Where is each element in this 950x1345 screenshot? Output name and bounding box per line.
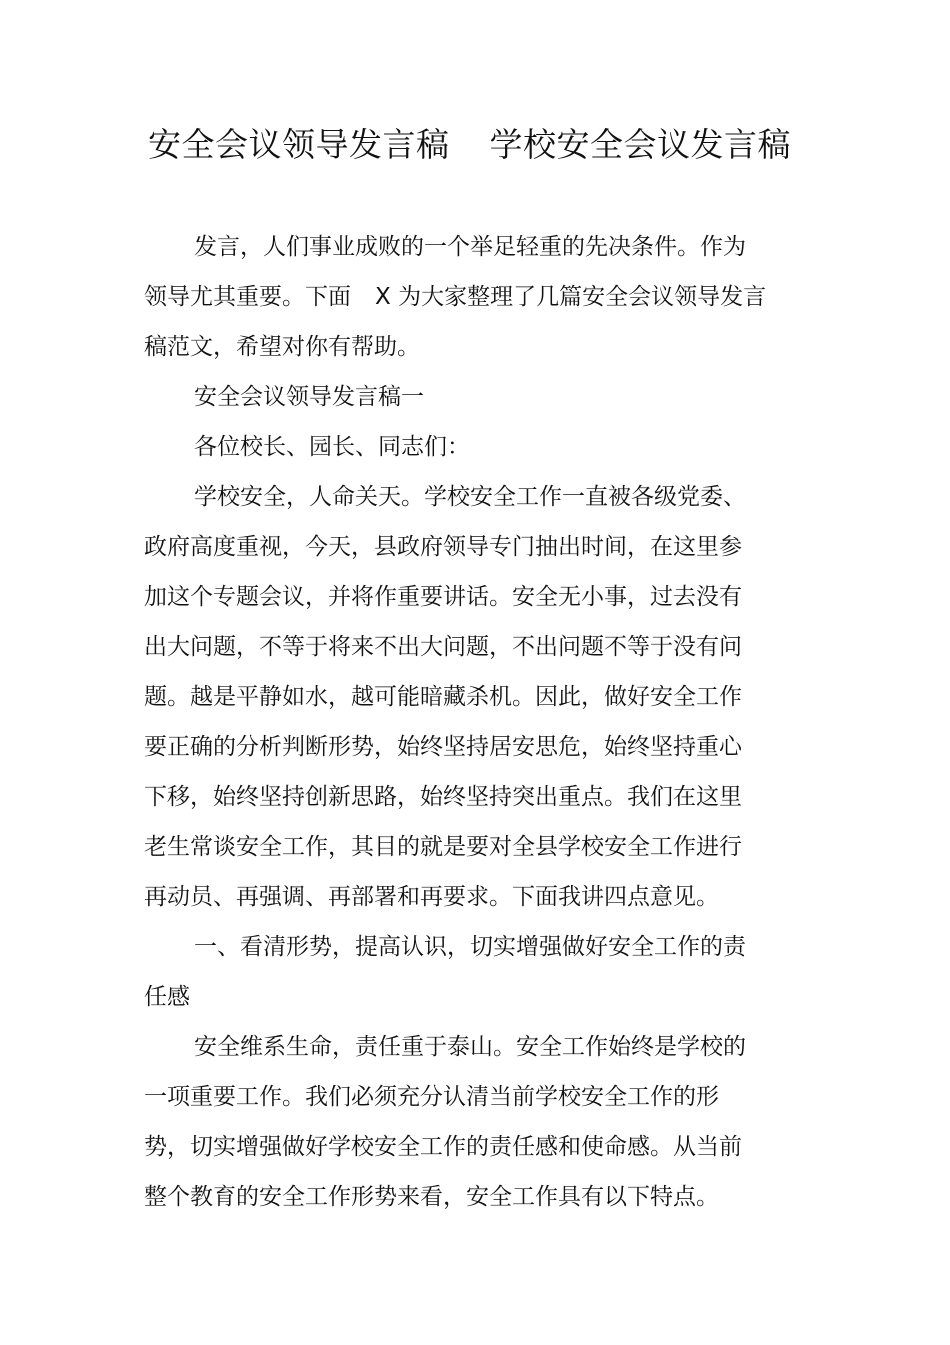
paragraph-line: 稿范文，希望对你有帮助。: [144, 334, 420, 360]
paragraph-line: 下移，始终坚持创新思路，始终坚持突出重点。我们在这里: [144, 784, 742, 810]
section-heading: 安全会议领导发言稿一: [194, 384, 424, 410]
title-part-1: 安全会议领导发言稿: [148, 125, 450, 164]
salutation: 各位校长、园长、同志们：: [194, 434, 470, 460]
document-title: [148, 122, 791, 168]
paragraph-line: 再动员、再强调、再部署和再要求。下面我讲四点意见。: [144, 884, 719, 910]
paragraph-line: 加这个专题会议，并将作重要讲话。安全无小事，过去没有: [144, 584, 742, 610]
paragraph-line: 任感: [144, 984, 190, 1010]
paragraph-line: 题。越是平静如水，越可能暗藏杀机。因此，做好安全工作: [144, 684, 742, 710]
title-part-2: 学校安全会议发言稿: [489, 125, 791, 164]
paragraph-line: 学校安全，人命关天。学校安全工作一直被各级党委、: [194, 484, 746, 510]
paragraph-line: 势，切实增强做好学校安全工作的责任感和使命感。从当前: [144, 1134, 742, 1160]
paragraph-line: 出大问题，不等于将来不出大问题，不出问题不等于没有问: [144, 634, 742, 660]
paragraph-line: 发言，人们事业成败的一个举足轻重的先决条件。作为: [194, 234, 746, 260]
paragraph-line: 安全维系生命，责任重于泰山。安全工作始终是学校的: [194, 1034, 746, 1060]
paragraph-line: 老生常谈安全工作，其目的就是要对全县学校安全工作进行: [144, 834, 742, 860]
paragraph-line: [144, 272, 767, 322]
paragraph-line-segment: X 为大家整理了几篇安全会议领导发言: [375, 284, 767, 310]
paragraph-line: 要正确的分析判断形势，始终坚持居安思危，始终坚持重心: [144, 734, 742, 760]
paragraph-line-segment: 领导尤其重要。下面: [144, 284, 351, 310]
document-body: [144, 222, 767, 1222]
paragraph-line: 政府高度重视，今天，县政府领导专门抽出时间，在这里参: [144, 534, 742, 560]
paragraph-line: 整个教育的安全工作形势来看，安全工作具有以下特点。: [144, 1184, 719, 1210]
paragraph-line: 一、看清形势，提高认识，切实增强做好安全工作的责: [194, 934, 746, 960]
paragraph-line: 一项重要工作。我们必须充分认清当前学校安全工作的形: [144, 1084, 719, 1110]
